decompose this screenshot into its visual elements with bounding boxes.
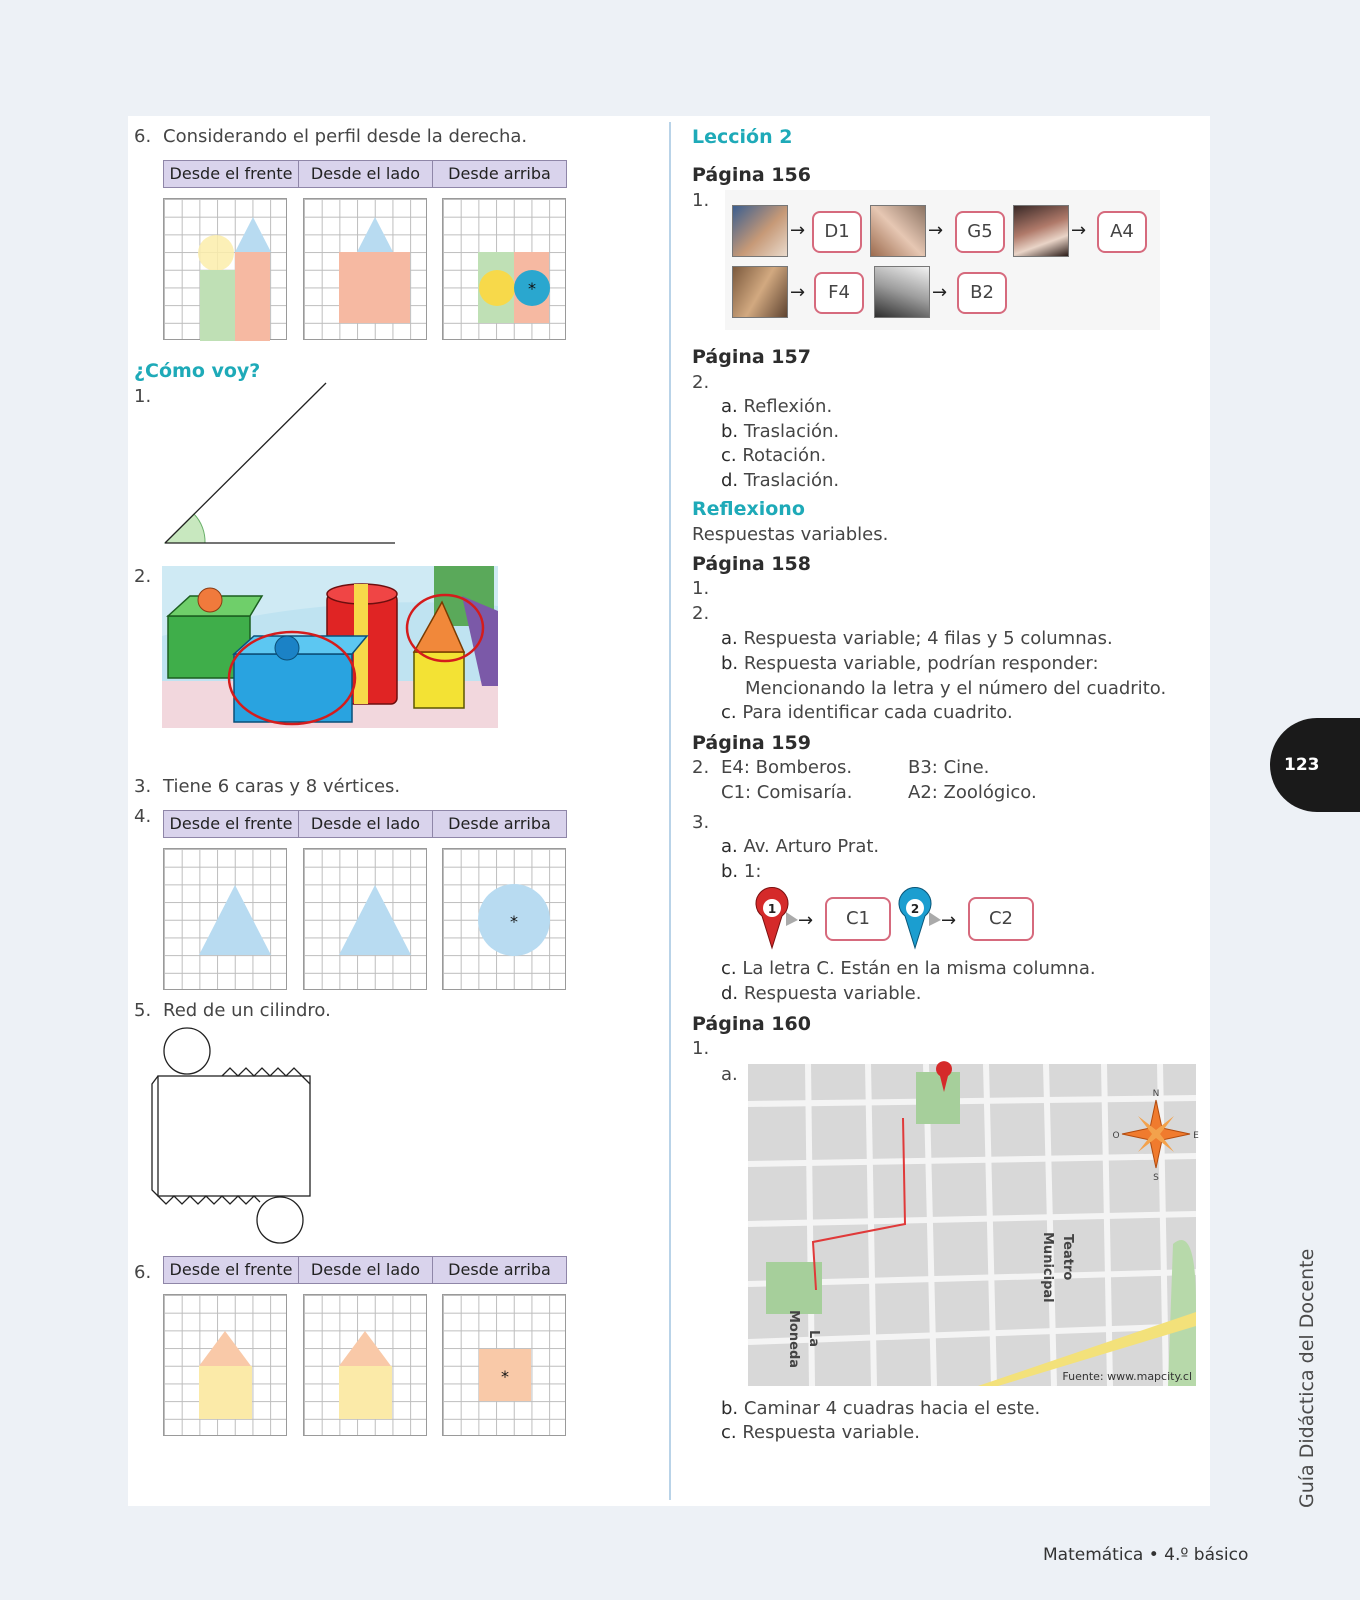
p159-pair-a2: A2: Zoológico. [908, 782, 1037, 803]
grid-front-1 [163, 198, 287, 340]
grid-side-1 [303, 198, 427, 340]
p158-number-1: 1. [692, 578, 710, 599]
svg-text:E: E [1193, 1131, 1199, 1141]
box-f4: F4 [814, 272, 864, 314]
p159-title: Página 159 [692, 732, 811, 754]
p159-number-2: 2. [692, 757, 710, 778]
svg-text:N: N [1152, 1089, 1160, 1099]
svg-text:2: 2 [910, 902, 920, 916]
photo-4 [732, 266, 788, 318]
asterisk-2: * [478, 884, 550, 956]
photo-3 [1013, 205, 1069, 257]
city-map [748, 1064, 1199, 1386]
box-c2: C2 [968, 897, 1034, 941]
box-a4: A4 [1097, 211, 1147, 253]
grid-top-3 [442, 1294, 566, 1436]
reflexiono-heading: Reflexiono [692, 498, 805, 520]
header-side: Desde el lado [299, 161, 433, 187]
q1-number: 1. [134, 386, 152, 407]
pin-arrow-2: → [941, 910, 957, 931]
p159-item-b: b. 1: [721, 861, 762, 882]
header-top-2: Desde arriba [448, 814, 551, 833]
svg-text:1: 1 [767, 902, 777, 916]
p159-pair-c1: C1: Comisaría. [721, 782, 853, 803]
q5-text: Red de un cilindro. [163, 1000, 331, 1021]
arrow-2: → [928, 220, 944, 241]
p159-item-c: c. La letra C. Están en la misma columna. [721, 958, 1096, 979]
reflexiono-text: Respuestas variables. [692, 524, 889, 545]
p159-pair-e4: E4: Bomberos. [721, 757, 853, 778]
photo-1 [732, 205, 788, 257]
header-top: Desde arriba [448, 164, 551, 183]
box-d1: D1 [812, 211, 862, 253]
pin-arrow-1: → [798, 910, 814, 931]
svg-text:O: O [1112, 1131, 1120, 1141]
p156-strip [725, 190, 1160, 330]
arrow-1: → [790, 220, 806, 241]
p158-number-2: 2. [692, 603, 710, 624]
p160-item-a-label: a. [721, 1064, 738, 1085]
cylinder-net [150, 1026, 320, 1246]
p157-number: 2. [692, 372, 710, 393]
q6-top-text: Considerando el perfil desde la derecha. [163, 126, 528, 147]
photo-2 [870, 205, 926, 257]
p159-item-d: d. Respuesta variable. [721, 983, 922, 1004]
asterisk-1: * [514, 270, 550, 306]
q5-number: 5. [134, 1000, 152, 1021]
view-table-header-2 [163, 810, 567, 838]
header-top-3: Desde arriba [448, 1260, 551, 1279]
como-voy-heading: ¿Cómo voy? [134, 360, 261, 382]
p157-title: Página 157 [692, 346, 811, 368]
header-front-2: Desde el frente [164, 811, 299, 837]
svg-text:La: La [806, 1330, 821, 1348]
box-c1: C1 [825, 897, 891, 941]
q2-number: 2. [134, 566, 152, 587]
p157-item-c: c. Rotación. [721, 445, 827, 466]
p160-item-b: b. Caminar 4 cuadras hacia el este. [721, 1398, 1041, 1419]
box-b2: B2 [957, 272, 1007, 314]
p160-item-c: c. Respuesta variable. [721, 1422, 920, 1443]
svg-text:S: S [1153, 1173, 1159, 1183]
svg-text:Moneda: Moneda [786, 1310, 801, 1369]
header-side-2: Desde el lado [299, 811, 433, 837]
p158-title: Página 158 [692, 553, 811, 575]
pin-2-icon [897, 890, 941, 950]
p159-item-a: a. Av. Arturo Prat. [721, 836, 880, 857]
q3-text: Tiene 6 caras y 8 vértices. [163, 776, 401, 797]
p160-number: 1. [692, 1038, 710, 1059]
grid-top-2 [442, 848, 566, 990]
grid-side-3 [303, 1294, 427, 1436]
p156-number: 1. [692, 190, 710, 211]
grid-top-1 [442, 198, 566, 340]
vertical-guide-text: Guía Didáctica del Docente [1296, 1248, 1318, 1508]
gifts-illustration [162, 566, 498, 738]
footer-text: Matemática • 4.º básico [1043, 1545, 1249, 1565]
p157-item-d: d. Traslación. [721, 470, 840, 491]
view-table-header-1 [163, 160, 567, 188]
svg-text:Fuente: www.mapcity.cl: Fuente: www.mapcity.cl [1062, 1370, 1192, 1383]
angle-drawing [160, 380, 400, 548]
svg-text:Municipal: Municipal [1040, 1232, 1055, 1303]
box-g5: G5 [955, 211, 1005, 253]
header-side-3: Desde el lado [299, 1257, 433, 1283]
arrow-5: → [932, 282, 948, 303]
p159-number-3: 3. [692, 812, 710, 833]
p158-item-a: a. Respuesta variable; 4 filas y 5 columnas. [721, 628, 1113, 649]
p158-item-b-cont: Mencionando la letra y el número del cuadrito. [745, 678, 1167, 699]
view-table-header-3 [163, 1256, 567, 1284]
grid-front-2 [163, 848, 287, 990]
q3-number: 3. [134, 776, 152, 797]
q6-top-number: 6. [134, 126, 152, 147]
page-number-tab: 123 [1270, 718, 1360, 812]
p158-item-c: c. Para identificar cada cuadrito. [721, 702, 1013, 723]
grid-front-3 [163, 1294, 287, 1436]
lesson-heading: Lección 2 [692, 126, 793, 148]
p158-item-b: b. Respuesta variable, podrían responder: [721, 653, 1099, 674]
p157-item-a: a. Reflexión. [721, 396, 833, 417]
pin-1-icon [754, 890, 798, 950]
header-front: Desde el frente [164, 161, 299, 187]
grid-side-2 [303, 848, 427, 990]
p157-item-b: b. Traslación. [721, 421, 840, 442]
arrow-3: → [1071, 220, 1087, 241]
q6-bottom-number: 6. [134, 1262, 152, 1283]
column-divider [669, 122, 671, 1500]
p159-pair-b3: B3: Cine. [908, 757, 990, 778]
photo-5 [874, 266, 930, 318]
svg-text:Teatro: Teatro [1060, 1234, 1075, 1281]
asterisk-3: * [479, 1349, 531, 1401]
header-front-3: Desde el frente [164, 1257, 299, 1283]
q4-number: 4. [134, 806, 152, 827]
p160-title: Página 160 [692, 1013, 811, 1035]
p156-title: Página 156 [692, 164, 811, 186]
arrow-4: → [790, 282, 806, 303]
